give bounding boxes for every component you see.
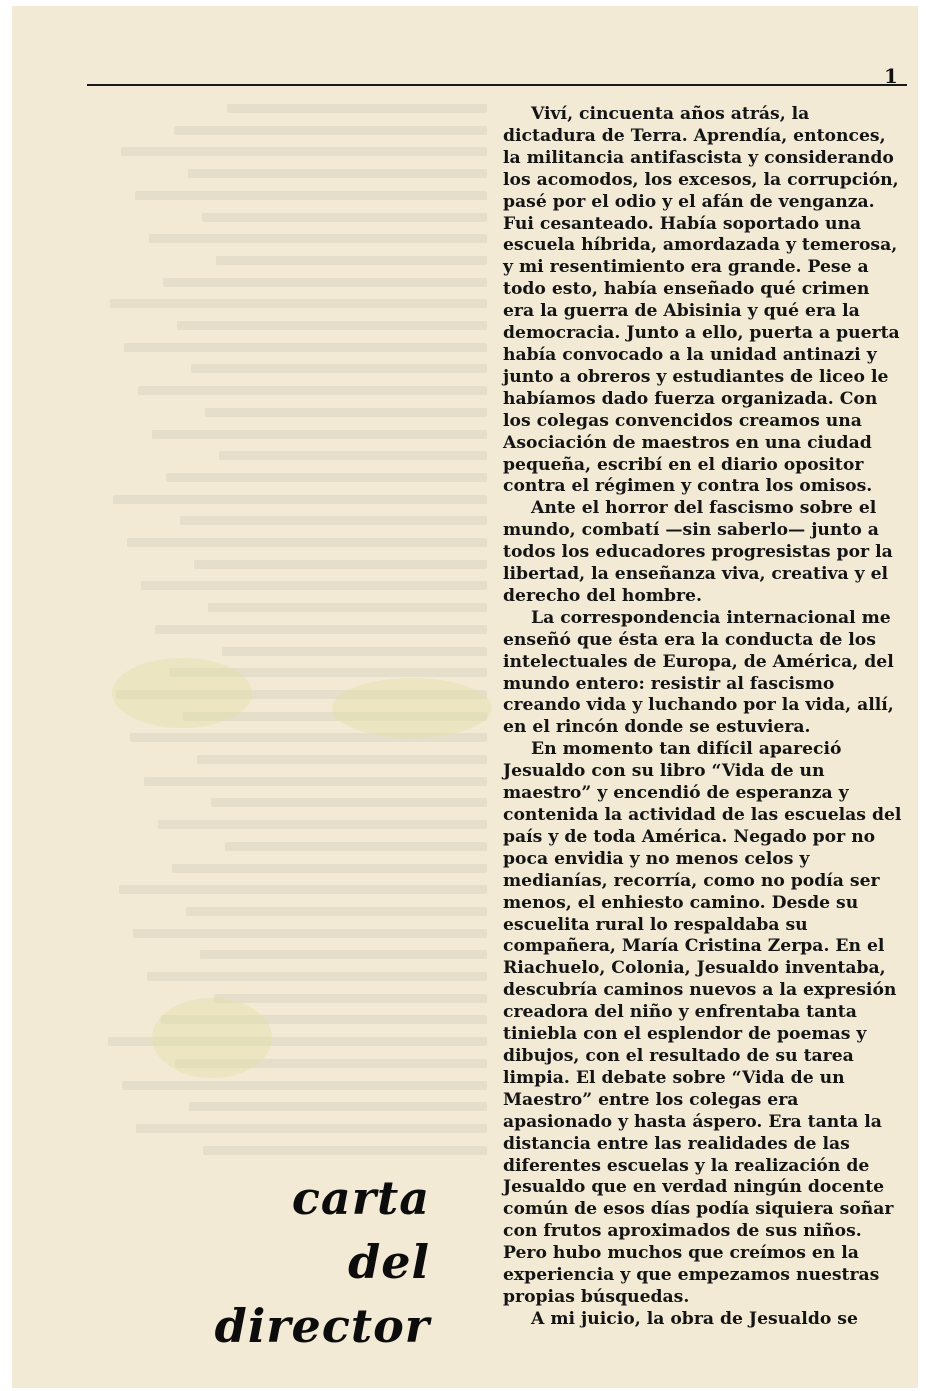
ghost-line [200,950,487,959]
ghost-line [147,972,487,981]
ghost-line [127,538,487,547]
ghost-line [180,516,487,525]
document-page [12,6,918,1388]
ghost-line [222,647,487,656]
ghost-line [113,495,487,504]
paper-stain [332,678,492,738]
paragraph: En momento tan difícil apareció Jesualdo con su libro “Vida de un maestro” y encendió de esperanza y contenida la actividad de las escuelas del país y de toda América. Negado por no poca envidia y no menos celos y medianías, recorría, como no podía ser menos, el enhiesto camino. Desde su escuelita rural lo respaldaba su compañera, María Cristina Zerpa. En el Riachuelo, Colonia, Jesualdo inventaba, descubría caminos nuevos a la expresión creadora del niño y enfrentaba tanta tiniebla con el esplendor de poemas y dibujos, con el resultado de su tarea limpia. El debate sobre “Vida de un Maestro” entre los colegas era apasionado y hasta áspero. Era tanta la distancia entre las realidades de las diferentes escuelas y la realización de Jesualdo que en verdad ningún docente común de esos días podía siquiera soñar con frutos aproximados de sus niños. Pero hubo muchos que creímos en la experiencia y que empezamos nuestras propias búsquedas. [503,739,902,1307]
ghost-line [188,169,487,178]
ghost-line [144,777,487,786]
ghost-line [136,1124,487,1133]
ghost-line [124,343,487,352]
ghost-line [155,625,487,634]
page-number: 1 [884,64,898,88]
header-rule [87,84,907,86]
title-line: del [348,1235,430,1289]
title-line: director [214,1299,430,1353]
ghost-line [225,842,487,851]
ghost-line [194,560,487,569]
ghost-line [177,321,487,330]
ghost-line [227,104,487,113]
ghost-line [138,386,487,395]
ghost-line [197,755,487,764]
ghost-line [163,278,487,287]
ghost-line [119,885,487,894]
article-column [503,104,903,1331]
ghost-line [203,1146,487,1155]
ghost-line [152,430,487,439]
ghost-line [189,1102,487,1111]
ghost-line [202,213,487,222]
paper-stain [112,658,252,728]
paper-stain [152,998,272,1078]
ghost-line [110,299,487,308]
paragraph: Viví, cincuenta años atrás, la dictadura de Terra. Aprendía, entonces, la militancia antifascista y considerando los acomodos, los excesos, la corrupción, pasé por el odio y el afán de venganza. Fui cesanteado. Había soportado una escuela híbrida, amordazada y temerosa, y mi resentimiento era grande. Pese a todo esto, había enseñado qué crimen era la guerra de Abisinia y qué era la democracia. Junto a ello, puerta a puerta había convocado a la unidad antinazi y junto a obreros y estudiantes de liceo le habíamos dado fuerza organizada. Con los colegas convencidos creamos una Asociación de maestros en una ciudad pequeña, escribí en el diario opositor contra el régimen y contra los omisos. [503,104,900,497]
ghost-line [205,408,487,417]
ghost-line [133,929,487,938]
ghost-line [191,364,487,373]
ghost-line [211,798,487,807]
ghost-line [186,907,487,916]
ghost-line [141,581,487,590]
ghost-line [135,191,487,200]
ghost-line [121,147,487,156]
paragraph: La correspondencia internacional me enseñó que ésta era la conducta de los intelectuales de Europa, de América, del mundo entero: resistir al fascismo creando vida y luchando por la vida, allí, en el rincón donde se estuviera. [503,607,894,738]
reverse-side-bleedthrough [92,98,492,1298]
ghost-line [166,473,487,482]
ghost-line [216,256,487,265]
ghost-line [208,603,487,612]
title-line: carta [291,1171,430,1225]
ghost-line [172,864,487,873]
paragraph: A mi juicio, la obra de Jesualdo se [531,1308,858,1329]
ghost-line [214,994,487,1003]
paragraph: Ante el horror del fascismo sobre el mundo, combatí —sin saberlo— junto a todos los educadores progresistas por la libertad, la enseñanza viva, creativa y el derecho del hombre. [503,498,893,606]
section-title [215,1166,430,1358]
ghost-line [158,820,487,829]
ghost-line [219,451,487,460]
ghost-line [122,1081,487,1090]
ghost-line [174,126,487,135]
ghost-line [149,234,487,243]
